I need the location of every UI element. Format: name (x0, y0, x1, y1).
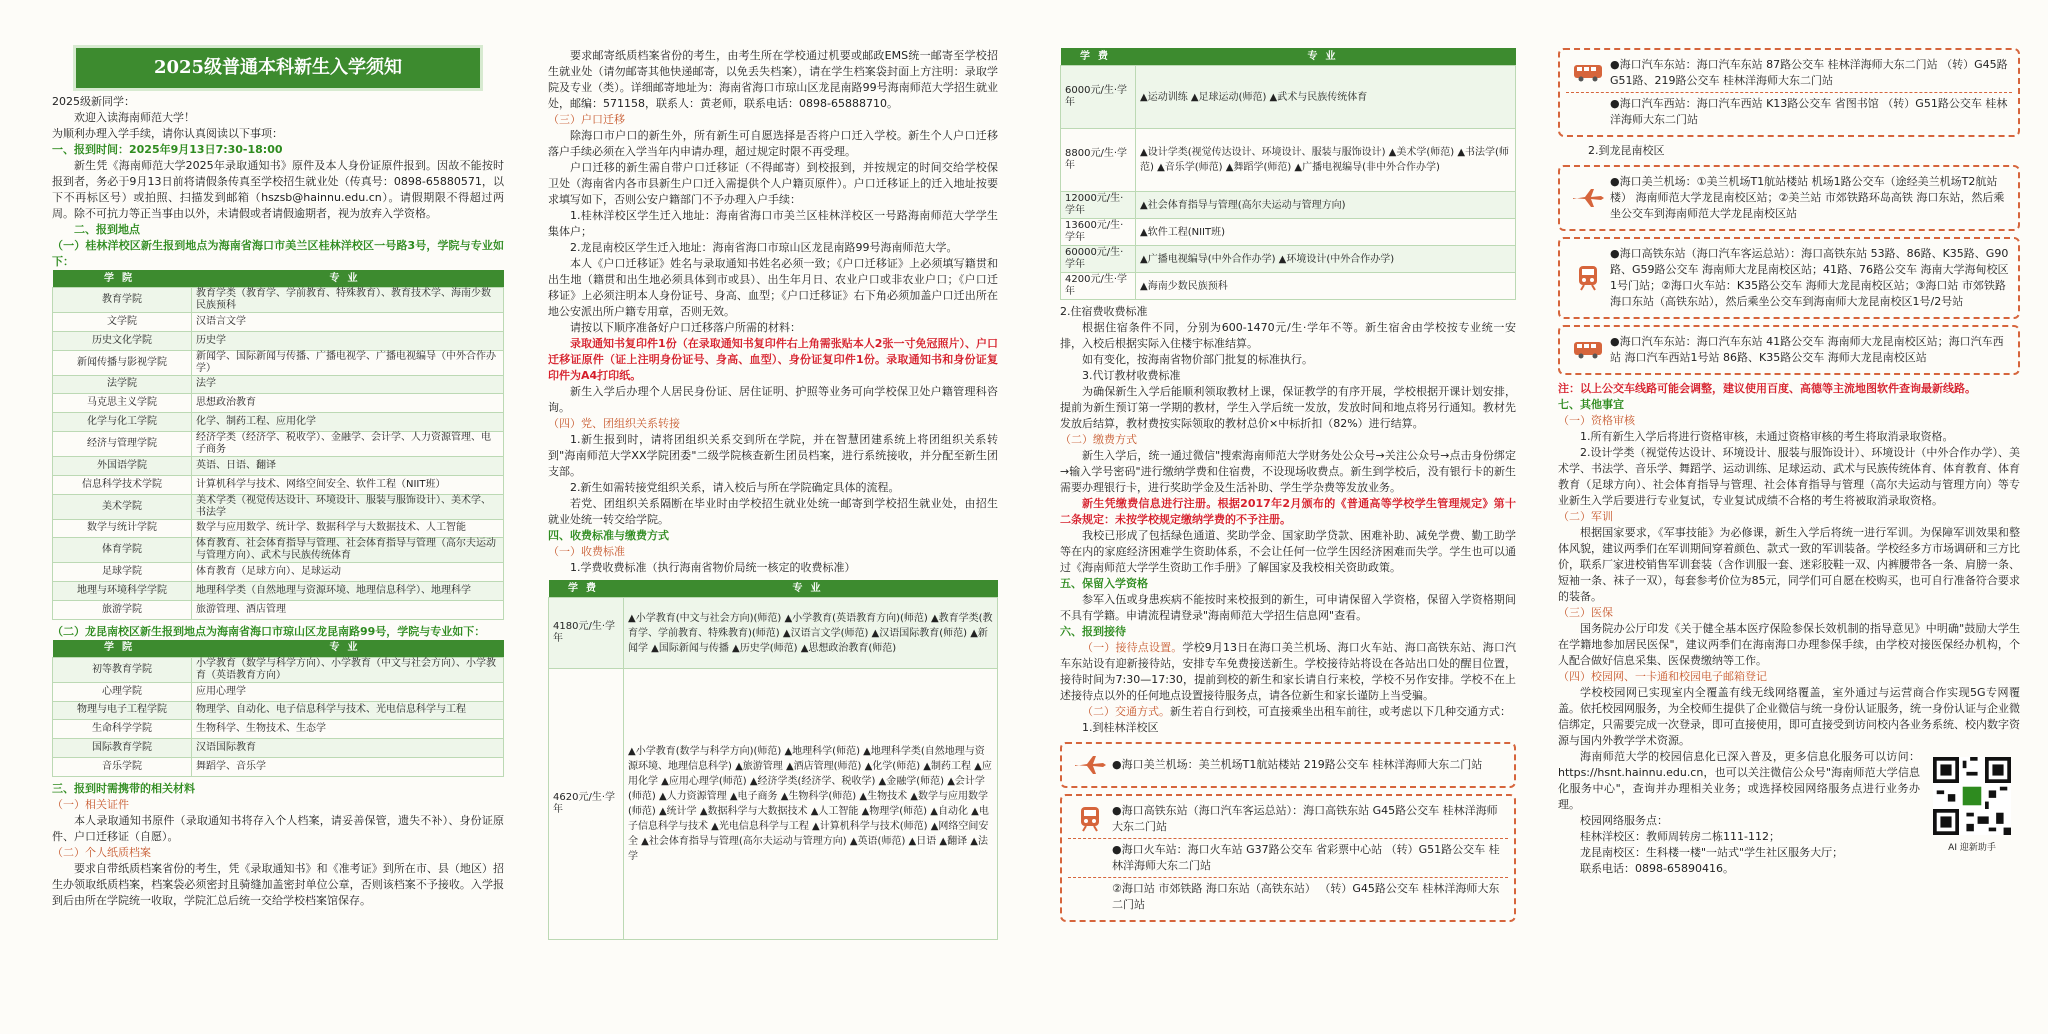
college-name: 生命科学学院 (53, 720, 192, 739)
college-row (53, 494, 504, 519)
college-majors: 经济学类（经济学、税收学）、金融学、会计学、人力资源管理、电子商务 (192, 431, 504, 456)
college-row (53, 313, 504, 332)
banner-title: 2025级普通本科新生入学须知 (76, 48, 480, 88)
paragraph: 根据国家要求，《军事技能》为必修课，新生入学后将统一进行军训。为保障军训效果和整体风貌，建议两季们在军训期间穿着颜色、款式一致的军训装备。学校经多方市场调研和三方比价，联系厂家进校销售军训套装（含作训服一套、迷彩胶鞋一双、内裤腰带各一条、肩膀一条、短袖一条、袜子一双），每套参考价位为85元，同学们可自愿在校购买，也可自行准备符合要求的装备。 (1558, 526, 2020, 603)
college-name: 地理与环境科学学院 (53, 582, 192, 601)
college-name: 新闻传播与影视学院 (53, 350, 192, 375)
th-fee: 学费 (1061, 48, 1136, 66)
college-majors: 汉语国际教育 (192, 739, 504, 758)
college-majors: 舞蹈学、音乐学 (192, 757, 504, 776)
subsection-heading: （一）相关证件 (52, 797, 129, 811)
college-row (53, 394, 504, 413)
paragraph: 2.龙昆南校区学生迁入地址：海南省海口市琼山区龙昆南路99号海南师范大学。 (570, 241, 958, 254)
college-row (53, 456, 504, 475)
subsection-heading: （三）医保 (1558, 606, 1613, 619)
fee-row (549, 598, 998, 669)
route-box-bus-2 (1558, 325, 2020, 375)
college-rows (53, 657, 504, 776)
college-name: 心理学院 (53, 682, 192, 701)
paragraph: 1.学费收费标准（执行海南省物价局统一核定的收费标准） (570, 561, 856, 574)
route-text: ●海口汽车东站：海口汽车东站 41路公交车 海南师大龙昆南校区站；海口汽车西站 海口汽车西站1号站 86路、K35路公交车 海师大龙昆南校区站 (1610, 335, 2004, 364)
qr-block (1932, 757, 2012, 856)
note: 注：以上公交车线路可能会调整，建议使用百度、高德等主流地图软件查询最新线路。 (1558, 382, 1976, 395)
fee-row (1061, 66, 1516, 129)
fee-majors: ▲软件工程(NIIT班) (1136, 219, 1516, 246)
greeting-line: 欢迎入读海南师范大学！ (74, 111, 195, 124)
college-row (53, 600, 504, 619)
fee-amount: 4620元/生·学年 (549, 669, 624, 940)
column-4 (1558, 48, 2020, 1013)
college-row (53, 413, 504, 432)
fee-majors: ▲运动训练 ▲足球运动(师范) ▲武术与民族传统体育 (1136, 66, 1516, 129)
college-name: 教育学院 (53, 288, 192, 313)
paragraph: 要求邮寄纸质档案省份的考生，由考生所在学校通过机要或邮政EMS统一邮寄至学校招生就业处（请勿邮寄其他快递邮寄，以免丢失档案），请在学生档案袋封面上方注明：录取学院及专业（类）。详细邮寄地址为：海南省海口市琼山区龙昆南路99号海南师范大学招生就业处，邮编：571158，联系人：黄老师，联系电话：0898-65888710。 (548, 49, 998, 110)
paragraph: 海南师范大学的校园信息化已深入普及，更多信息化服务可以访问：https://hsnt.hainnu.edu.cn，也可以关注微信公众号"海南师范大学信息化服务中心"，查询并办理相关业务；或选择校园网络服务点进行业务办理。 (1558, 750, 1920, 811)
route-text: ●海口高铁东站（海口汽车客运总站）：海口高铁东站 53路、86路、K35路、G90路、G59路公交车 海南师大龙昆南校区站；41路、76路公交车 海南大学海甸校区1号门站；②海口火车站：K35路公交车 海师大龙昆南校区站；③海口站 市郊铁路 海口东站（高铁东站），然后乘坐公交车到海南师大龙昆南校区1号/2号站 (1610, 247, 2009, 308)
section-heading: 六、报到接待 (1060, 625, 1126, 638)
college-majors: 旅游管理、酒店管理 (192, 600, 504, 619)
paragraph: 如有变化，按海南省物价部门批复的标准执行。 (1082, 353, 1313, 366)
bus-icon (1566, 336, 1610, 364)
paragraph: 桂林洋校区：教师周转房二栋111-112； (1580, 830, 1780, 843)
bus-icon (1566, 59, 1610, 87)
route-box-airport-2 (1558, 165, 2020, 231)
subsection-heading: （一）接待点设置。 (1082, 641, 1183, 654)
route-text: ②海口站 市郊铁路 海口东站（高铁东站） （转）G45路公交车 桂林洋海师大东二门站 (1112, 882, 1500, 911)
college-name: 初等教育学院 (53, 657, 192, 682)
college-majors: 新闻学、国际新闻与传播、广播电视学、广播电视编导（中外合作办学） (192, 350, 504, 375)
college-row (53, 288, 504, 313)
fee-amount: 13600元/生·学年 (1061, 219, 1136, 246)
college-majors: 小学教育（数学与科学方向）、小学教育（中文与社会方向）、小学教育（英语教育方向） (192, 657, 504, 682)
route-box-rail-2 (1558, 237, 2020, 319)
college-name: 化学与化工学院 (53, 413, 192, 432)
college-name: 旅游学院 (53, 600, 192, 619)
college-table-guilinyang (52, 270, 504, 620)
subsection-heading: （二）个人纸质档案 (52, 845, 151, 859)
fee-amount: 4200元/生·学年 (1061, 273, 1136, 300)
paragraph: 我校已形成了包括绿色通道、奖助学金、国家助学贷款、困难补助、减免学费、勤工助学等在内的家庭经济困难学生资助体系，不会让任何一位学生因经济困难而失学。学生也可以通过《海南师范大学学生资助工作手册》了解国家及我校相关资助政策。 (1060, 529, 1516, 574)
subsection-heading: （三）户口迁移 (548, 113, 625, 126)
college-majors: 物理学、自动化、电子信息科学与技术、光电信息科学与工程 (192, 701, 504, 720)
paragraph: 联系电话：0898-65890416。 (1580, 862, 1734, 875)
route-box-rail (1060, 794, 1516, 922)
college-majors: 教育学类（教育学、学前教育、特殊教育）、教育技术学、海南少数民族预科 (192, 288, 504, 313)
paragraph: 3.代订教材收费标准 (1082, 369, 1181, 382)
fee-table-1 (548, 580, 998, 940)
greeting-line: 为顺利办理入学手续，请你认真阅读以下事项： (52, 127, 283, 140)
section-heading: 二、报到地点 (74, 223, 140, 236)
fee-majors: ▲广播电视编导(中外合作办学) ▲环境设计(中外合作办学) (1136, 246, 1516, 273)
subsection-heading: （二）缴费方式 (1060, 433, 1137, 446)
fee-amount: 12000元/生·学年 (1061, 192, 1136, 219)
fee-row (1061, 129, 1516, 192)
college-name: 法学院 (53, 375, 192, 394)
fee-row (1061, 219, 1516, 246)
paragraph: 学校校园网已实现室内全覆盖有线无线网络覆盖，室外通过与运营商合作实现5G专网覆盖。依托校园网服务，为全校师生提供了企业微信与统一身份认证服务，统一身份认证与企业微信绑定，只需要完成一次登录，即可直接使用，即可直接受到访问校内各业务系统、校内数字资源与国内外教学学术资源。 (1558, 686, 2020, 747)
college-table-longkunnan (52, 640, 504, 777)
college-row (53, 757, 504, 776)
college-row (53, 739, 504, 758)
th-major: 专业 (1136, 48, 1516, 66)
fee-amount: 6000元/生·学年 (1061, 66, 1136, 129)
college-row (53, 701, 504, 720)
th-fee: 学费 (549, 580, 624, 598)
college-name: 经济与管理学院 (53, 431, 192, 456)
college-name: 国际教育学院 (53, 739, 192, 758)
paragraph: 学校9月13日在海口美兰机场、海口火车站、海口高铁东站、海口汽车东站设有迎新接待站，安排专车免费接送新生。学校接待站将设在各站出口处的醒目位置，接待时间为7:30—17:30，提前到校的新生和家长请自行来校，学校不另作安排。学校不在上述接待点以外的任何地点设置接待服务点，请各位新生和家长谨防上当受骗。 (1060, 641, 1516, 702)
fee-amount: 8800元/生·学年 (1061, 129, 1136, 192)
fee-majors: ▲社会体育指导与管理(高尔夫运动与管理方向) (1136, 192, 1516, 219)
fee-row (1061, 273, 1516, 300)
fee-rows (1061, 66, 1516, 300)
th-college: 学院 (53, 270, 192, 288)
route-text: ●海口火车站：海口火车站 G37路公交车 省彩票中心站 （转）G51路公交车 桂林洋海师大东二门站 (1112, 843, 1500, 872)
column-2 (548, 48, 998, 1013)
airplane-icon (1068, 751, 1112, 779)
fee-row (1061, 192, 1516, 219)
college-row (53, 431, 504, 456)
college-row (53, 475, 504, 494)
th-major: 专业 (192, 270, 504, 288)
college-majors: 思想政治教育 (192, 394, 504, 413)
fee-row (549, 669, 998, 940)
contact-block (1558, 749, 2020, 877)
college-row (53, 657, 504, 682)
college-majors: 数学与应用数学、统计学、数据科学与大数据技术、人工智能 (192, 519, 504, 538)
paragraph: 本人录取通知书原件（录取通知书将存入个人档案，请妥善保管，遗失不补）、身份证原件、户口迁移证（自愿）。 (52, 813, 504, 843)
fee-majors: ▲海南少数民族预科 (1136, 273, 1516, 300)
th-major: 专业 (624, 580, 998, 598)
college-name: 音乐学院 (53, 757, 192, 776)
college-row (53, 331, 504, 350)
route-box-airport (1060, 742, 1516, 788)
college-majors: 历史学 (192, 331, 504, 350)
fee-amount: 60000元/生·学年 (1061, 246, 1136, 273)
subsection-heading: （二）交通方式。 (1082, 705, 1170, 718)
college-name: 体育学院 (53, 538, 192, 563)
college-row (53, 682, 504, 701)
fee-row (1061, 246, 1516, 273)
route-text: ●海口汽车西站：海口汽车西站 K13路公交车 省图书馆 （转）G51路公交车 桂林洋海师大东二门站 (1610, 97, 2008, 126)
section-heading: 七、其他事宜 (1558, 398, 1624, 411)
train-icon (1068, 805, 1112, 833)
paragraph-highlight: 录取通知书复印件1份（在录取通知书复印件右上角需张贴本人2张一寸免冠照片）、户口迁移证原件（证上注明身份证号、身高、血型）、身份证复印件1份。录取通知书和身份证复印件为A4打印纸。 (548, 337, 998, 382)
paragraph: 请按以下顺序准备好户口迁移落户所需的材料： (570, 321, 801, 334)
subsection-heading: （一）收费标准 (548, 545, 625, 558)
fee-majors: ▲小学教育(数学与科学方向)(师范) ▲地理科学(师范) ▲地理科学类(自然地理与资源环境、地理信息科学) ▲旅游管理 ▲酒店管理(师范) ▲化学(师范) ▲制药工程 ▲应用化学 ▲应用心理学(师范) ▲经济学类(经济学、税收学) ▲金融学(师范) ▲会计学(师范) ▲人力资源管理 ▲电子商务 ▲生物科学(师范) ▲生物技术 ▲数学与应用数学(师范) ▲统计学 ▲数据科学与大数据技术 ▲人工智能 ▲物理学(师范) ▲自动化 ▲电子信息科学与技术 ▲光电信息科学与工程 ▲计算机科学与技术(师范) ▲网络空间安全 ▲社会体育指导与管理(高尔夫运动与管理方向) ▲英语(师范) ▲日语 ▲翻译 ▲法学 (624, 669, 998, 940)
paragraph: 2.住宿费收费标准 (1060, 305, 1148, 318)
paragraph: 新生凭《海南师范大学2025年录取通知书》原件及本人身份证原件报到。因故不能按时报到者，务必于9月13日前将请假条传真至学校招生就业处（传真号：0898-65880571，以下不再标区号）或拍照、扫描发到邮箱（hszsb@hainnu.edu.cn）。请假期限不得超过两周。除不可抗力等正当事由以外，未请假或者请假逾期者，视为放弃入学资格。 (52, 159, 504, 220)
paragraph: 新生入学后办理个人居民身份证、居住证明、护照等业务可向学校保卫处户籍管理科咨询。 (548, 385, 998, 414)
college-name: 外国语学院 (53, 456, 192, 475)
subsection-heading: （四）校园网、一卡通和校园电子邮箱登记 (1558, 670, 1767, 683)
paragraph: 要求自带纸质档案省份的考生，凭《录取通知书》和《准考证》到所在市、县（地区）招生办领取纸质档案，档案袋必须密封且骑缝加盖密封单位公章，否则该档案不予接收。入学报到后由所在学院统一收取，学院汇总后统一交给学校档案馆保存。 (52, 861, 504, 907)
college-majors: 体育教育、社会体育指导与管理、社会体育指导与管理（高尔夫运动与管理方向）、武术与民族传统体育 (192, 538, 504, 563)
paragraph: 龙昆南校区：生科楼一楼"一站式"学生社区服务大厅； (1580, 846, 1844, 859)
college-row (53, 519, 504, 538)
paragraph: 校园网络服务点： (1580, 814, 1668, 827)
paragraph: 除海口市户口的新生外，所有新生可自愿选择是否将户口迁入学校。新生个人户口迁移落户手续必须在入学当年内申请办理，超过规定时限不再受理。 (548, 129, 998, 158)
paragraph: 1.所有新生入学后将进行资格审核，未通过资格审核的考生将取消录取资格。 (1580, 430, 1954, 443)
route-text: ●海口汽车东站：海口汽车东站 87路公交车 桂林洋海师大东二门站 （转）G45路 G51路、219路公交车 桂林洋海师大东二门站 (1610, 58, 2008, 87)
college-row (53, 582, 504, 601)
section-heading: 五、保留入学资格 (1060, 577, 1148, 590)
college-majors: 应用心理学 (192, 682, 504, 701)
fee-majors: ▲设计学类(视觉传达设计、环境设计、服装与服饰设计) ▲美术学(师范) ▲书法学(师范) ▲音乐学(师范) ▲舞蹈学(师范) ▲广播电视编导(非中外合作办学) (1136, 129, 1516, 192)
fee-table-2 (1060, 48, 1516, 300)
route-box-bus (1558, 48, 2020, 137)
college-row (53, 720, 504, 739)
subsection-heading: （二）龙昆南校区新生报到地点为海南省海口市琼山区龙昆南路99号，学院与专业如下： (52, 624, 486, 638)
college-name: 信息科学技术学院 (53, 475, 192, 494)
column-1 (52, 40, 504, 1005)
paragraph: 2.到龙昆南校区 (1588, 144, 1665, 157)
fee-amount: 4180元/生·学年 (549, 598, 624, 669)
qr-code-icon[interactable] (1933, 757, 2011, 835)
paragraph: 新生入学后，统一通过微信"搜索海南师范大学财务处公众号→关注公众号→点击身份绑定→输入学号密码"进行缴纳学费和住宿费，不设现场收费点。新生到学校后，没有银行卡的新生需要办理银行卡，进行奖助学金及生活补助、学生学杂费等发放业务。 (1060, 449, 1516, 494)
train-icon (1566, 264, 1610, 292)
college-name: 物理与电子工程学院 (53, 701, 192, 720)
college-majors: 化学、制药工程、应用化学 (192, 413, 504, 432)
college-row (53, 563, 504, 582)
route-text: ●海口美兰机场：①美兰机场T1航站楼站 机场1路公交车（途经美兰机场T2航站楼） 海南师范大学龙昆南校区站；②美兰站 市郊铁路环岛高铁 海口东站，然后乘坐公交车到海南师范大学龙昆南校区站 (1610, 175, 2005, 220)
college-name: 美术学院 (53, 494, 192, 519)
fee-majors: ▲小学教育(中文与社会方向)(师范) ▲小学教育(英语教育方向)(师范) ▲教育学类(教育学、学前教育、特殊教育)(师范) ▲汉语言文学(师范) ▲汉语国际教育(师范) ▲新闻学 ▲国际新闻与传播 ▲历史学(师范) ▲思想政治教育(师范) (624, 598, 998, 669)
paragraph: 1.到桂林洋校区 (1082, 721, 1159, 734)
th-major: 专业 (192, 640, 504, 658)
column-3 (1060, 48, 1516, 1013)
college-majors: 美术学类（视觉传达设计、环境设计、服装与服饰设计）、美术学、书法学 (192, 494, 504, 519)
college-majors: 地理科学类（自然地理与资源环境、地理信息科学）、地理科学 (192, 582, 504, 601)
paragraph: 根据住宿条件不同，分别为600-1470元/生·学年不等。新生宿舍由学校按专业统一安排，入校后根据实际入住楼宇标准结算。 (1060, 321, 1516, 350)
paragraph: 户口迁移的新生需自带户口迁移证（不得邮寄）到校报到，并按规定的时间交给学校保卫处（海南省内各市县新生户口迁入需提供个人户籍页原件）。户口迁移证上的迁入地址按要求填写如下，否则公安户籍部门不予办理入户手续： (548, 161, 998, 206)
college-majors: 英语、日语、翻译 (192, 456, 504, 475)
paragraph: 1.桂林洋校区学生迁入地址：海南省海口市美兰区桂林洋校区一号路海南师范大学学生集体户； (548, 209, 998, 238)
subsection-heading: （二）军训 (1558, 510, 1613, 523)
college-rows (53, 288, 504, 620)
college-name: 马克思主义学院 (53, 394, 192, 413)
paragraph: 若党、团组织关系隔断在毕业时由学校招生就业处统一邮寄到学校招生就业处，由招生就业处统一转交给学院。 (548, 497, 998, 526)
fee-rows (549, 598, 998, 940)
greeting-line: 2025级新同学： (52, 95, 135, 108)
college-majors: 计算机科学与技术、网络空间安全、软件工程（NIIT班） (192, 475, 504, 494)
subsection-heading: （一）桂林洋校区新生报到地点为海南省海口市美兰区桂林洋校区一号路3号，学院与专业如下： (52, 239, 504, 268)
subsection-heading: （一）资格审核 (1558, 414, 1635, 427)
paragraph-highlight: 新生凭缴费信息进行注册。根据2017年2月颁布的《普通高等学校学生管理规定》第十二条规定：未按学校规定缴纳学费的不予注册。 (1060, 497, 1516, 526)
college-row (53, 350, 504, 375)
paragraph: 为确保新生入学后能顺利领取教材上课，保证教学的有序开展，学校根据开课计划安排，提前为新生预订第一学期的教材，学生入学后统一发放，发放时间和地点将另行通知。教材先发放后结算，教材费按实际领取的教材总价×中标折扣（82%）进行结算。 (1060, 385, 1516, 430)
section-heading: 三、报到时需携带的相关材料 (52, 781, 195, 795)
college-row (53, 375, 504, 394)
route-text: ●海口美兰机场：美兰机场T1航站楼站 219路公交车 桂林洋海师大东二门站 (1112, 758, 1483, 771)
college-majors: 汉语言文学 (192, 313, 504, 332)
paragraph: 2.设计学类（视觉传达设计、环境设计、服装与服饰设计）、环境设计（中外合作办学）、美术学、书法学、音乐学、舞蹈学、运动训练、足球运动、武术与民族传统体育、体育教育、体育教育（足球方向）、社会体育指导与管理、社会体育指导与管理（高尔夫运动与管理方向）等专业新生入学后要进行专业复试，专业复试成绩不合格的考生将被取消录取资格。 (1558, 446, 2020, 507)
subsection-heading: （四）党、团组织关系转接 (548, 417, 680, 430)
section-heading: 四、收费标准与缴费方式 (548, 529, 669, 542)
th-college: 学院 (53, 640, 192, 658)
college-majors: 体育教育（足球方向）、足球运动 (192, 563, 504, 582)
college-name: 足球学院 (53, 563, 192, 582)
paragraph: 参军入伍或身患疾病不能按时来校报到的新生，可申请保留入学资格，保留入学资格期间不具有学籍。申请流程请登录"海南师范大学招生信息网"查看。 (1060, 593, 1516, 622)
college-name: 历史文化学院 (53, 331, 192, 350)
section-heading: 一、报到时间：2025年9月13日7:30-18:00 (52, 143, 283, 156)
airplane-icon (1566, 184, 1610, 212)
paragraph: 新生若自行到校，可直接乘坐出租车前往，或考虑以下几种交通方式： (1170, 705, 1511, 718)
route-text: ●海口高铁东站（海口汽车客运总站）：海口高铁东站 G45路公交车 桂林洋海师大东二门站 (1112, 804, 1498, 833)
college-majors: 法学 (192, 375, 504, 394)
college-majors: 生物科学、生物技术、生态学 (192, 720, 504, 739)
paragraph: 国务院办公厅印发《关于健全基本医疗保险参保长效机制的指导意见》中明确"鼓励大学生在学籍地参加居民医保"，建议两季们在海南海口办理参保手续，由学校对接医保经办机构，个人配合做好信息采集、医保费缴纳等工作。 (1558, 622, 2020, 667)
paragraph: 本人《户口迁移证》姓名与录取通知书姓名必须一致；《户口迁移证》上必须填写籍贯和出生地（籍贯和出生地必须具体到市或县）、出生年月日、农业户口或非农业户口；《户口迁移证》上必须注明本人身份证号、身高、血型；《户口迁移证》右下角必须加盖户口迁出所在地公安派出所户籍专用章，否则无效。 (548, 257, 998, 318)
college-name: 数学与统计学院 (53, 519, 192, 538)
qr-caption: AI 迎新助手 (1948, 843, 1996, 853)
paragraph: 2.新生如需转接党组织关系，请入校后与所在学院确定具体的流程。 (570, 481, 900, 494)
college-name: 文学院 (53, 313, 192, 332)
college-row (53, 538, 504, 563)
paragraph: 1.新生报到时，请将团组织关系交到所在学院，并在智慧团建系统上将团组织关系转到"海南师范大学XX学院团委"二级学院核查新生团员档案，进行系统接收，并分配至新生团支部。 (548, 433, 998, 478)
